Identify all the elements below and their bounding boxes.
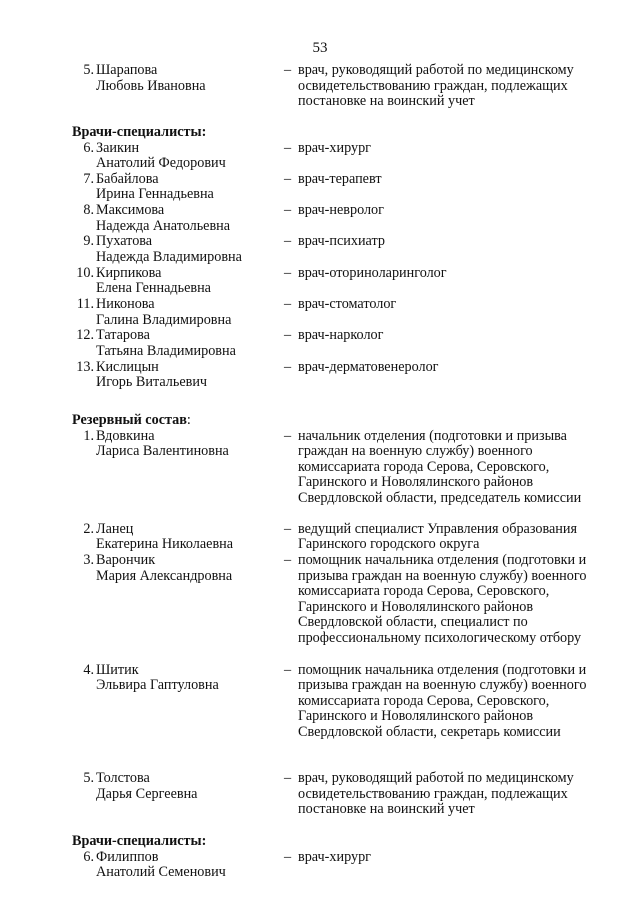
surname: Шитик — [96, 661, 139, 678]
member-name — [96, 771, 282, 818]
list-item — [72, 663, 612, 757]
surname: Заикин — [96, 139, 140, 156]
item-number: 5. — [83, 62, 94, 78]
reserve-heading-text: Резервный состав — [72, 411, 187, 428]
reserve-heading-colon: : — [186, 411, 191, 428]
member-name — [96, 266, 282, 297]
member-name — [96, 553, 282, 647]
item-number: 1. — [83, 427, 94, 444]
given-names: Ирина Геннадьевна — [96, 186, 214, 203]
member-role: врач-хирург — [298, 848, 371, 865]
member-name — [96, 297, 282, 328]
dash: – — [284, 264, 292, 281]
item-number: 4. — [83, 661, 94, 678]
member-role: врач-нарколог — [298, 327, 384, 344]
item-number: 8. — [83, 202, 94, 219]
section-heading-reserve-specialists: Врачи-специалисты: — [72, 833, 207, 850]
given-names: Екатерина Николаевна — [96, 536, 234, 553]
surname: Варончик — [96, 552, 156, 569]
reserve-list — [72, 429, 612, 819]
list-item — [72, 63, 612, 125]
list-item — [72, 850, 612, 881]
list-item — [72, 328, 612, 359]
surname: Бабайлова — [96, 170, 159, 187]
member-role: врач, руководящий работой по медицинскому освидетельствованию граждан, подлежащих постановке на воинский учет — [298, 770, 574, 818]
list-item — [72, 522, 612, 554]
member-name — [96, 141, 282, 172]
member-role: врач-оториноларинголог — [298, 264, 447, 281]
member-role: врач-психиатр — [298, 233, 385, 250]
member-name — [96, 522, 282, 554]
member-name — [96, 328, 282, 359]
item-number: 3. — [83, 552, 94, 569]
member-role: врач-стоматолог — [298, 296, 397, 313]
item-number: 5. — [83, 770, 94, 787]
list-item — [72, 429, 612, 507]
surname: Шарапова — [96, 62, 158, 78]
dash: – — [284, 848, 292, 865]
given-names: Эльвира Гаптуловна — [96, 677, 219, 694]
dash: – — [284, 770, 292, 787]
surname: Кирпикова — [96, 264, 162, 281]
commission-list — [72, 63, 612, 881]
member-role: врач-дерматовенеролог — [298, 358, 439, 375]
dash: – — [284, 202, 292, 219]
member-role: врач-хирург — [298, 139, 371, 156]
item-number: 7. — [83, 170, 94, 187]
dash: – — [284, 327, 292, 344]
member-role: начальник отделения (подготовки и призыва граждан на военную службу) военного комиссариата города Серова, Серовского, Гаринского и Новолялинского районов Свердловской области, председатель комиссии — [298, 427, 582, 506]
surname: Толстова — [96, 770, 150, 787]
member-role: врач-невролог — [298, 202, 384, 219]
surname: Никонова — [96, 296, 155, 313]
member-role: ведущий специалист Управления образования Гаринского городского округа — [298, 520, 577, 553]
given-names: Любовь Ивановна — [96, 77, 206, 94]
list-item — [72, 771, 612, 818]
given-names: Дарья Сергеевна — [96, 785, 198, 802]
item-number: 10. — [76, 264, 94, 281]
surname: Максимова — [96, 202, 165, 219]
specialists-list — [72, 141, 612, 391]
given-names: Мария Александровна — [96, 567, 233, 584]
dash: – — [284, 520, 292, 537]
dash: – — [284, 552, 292, 569]
section-heading-specialists: Врачи-специалисты: — [72, 124, 207, 140]
dash: – — [284, 358, 292, 375]
list-item — [72, 141, 612, 172]
item-number: 6. — [83, 848, 94, 865]
list-item — [72, 203, 612, 234]
member-name — [96, 63, 282, 125]
item-number: 6. — [83, 139, 94, 156]
list-item — [72, 234, 612, 265]
member-name — [96, 663, 282, 757]
dash: – — [284, 661, 292, 678]
dash: – — [284, 296, 292, 313]
dash: – — [284, 427, 292, 444]
list-item — [72, 172, 612, 203]
given-names: Игорь Витальевич — [96, 374, 208, 391]
given-names: Татьяна Владимировна — [96, 342, 236, 359]
dash: – — [284, 170, 292, 187]
surname: Кислицын — [96, 358, 159, 375]
member-role: врач-терапевт — [298, 170, 382, 187]
section-heading-reserve — [72, 413, 612, 429]
member-name — [96, 360, 282, 391]
list-item — [72, 553, 612, 647]
item-number: 13. — [76, 358, 94, 375]
item-number: 11. — [76, 296, 94, 313]
given-names: Анатолий Федорович — [96, 155, 226, 172]
surname: Пухатова — [96, 233, 153, 250]
list-item — [72, 297, 612, 328]
list-item — [72, 360, 612, 391]
surname: Ланец — [96, 520, 134, 537]
member-name — [96, 429, 282, 507]
dash: – — [284, 139, 292, 156]
member-name — [96, 850, 282, 881]
surname: Татарова — [96, 327, 150, 344]
member-name — [96, 172, 282, 203]
reserve-specialists-list — [72, 850, 612, 881]
surname: Вдовкина — [96, 427, 155, 444]
dash: – — [284, 62, 292, 78]
member-name — [96, 203, 282, 234]
given-names: Надежда Владимировна — [96, 249, 242, 266]
surname: Филиппов — [96, 848, 159, 865]
given-names: Анатолий Семенович — [96, 864, 226, 881]
given-names: Галина Владимировна — [96, 311, 232, 328]
item-number: 9. — [83, 233, 94, 250]
given-names: Лариса Валентиновна — [96, 443, 229, 460]
member-role: помощник начальника отделения (подготовки и призыва граждан на военную службу) военного комиссариата города Серова, Серовского, Гаринского и Новолялинского районов Свердловской области, специалист по профессиональному психологическому отбору — [298, 552, 587, 647]
list-item — [72, 266, 612, 297]
member-role: помощник начальника отделения (подготовки и призыва граждан на военную службу) военного комиссариата города Серова, Серовского, Гаринского и Новолялинского районов Свердловской области, секретарь комиссии — [298, 661, 587, 741]
member-name — [96, 234, 282, 265]
dash: – — [284, 233, 292, 250]
given-names: Надежда Анатольевна — [96, 217, 231, 234]
item-number: 2. — [83, 520, 94, 537]
page-number: 53 — [312, 40, 328, 56]
item-number: 12. — [76, 327, 94, 344]
given-names: Елена Геннадьевна — [96, 280, 211, 297]
member-role: врач, руководящий работой по медицинскому освидетельствованию граждан, подлежащих постановке на воинский учет — [298, 62, 574, 110]
